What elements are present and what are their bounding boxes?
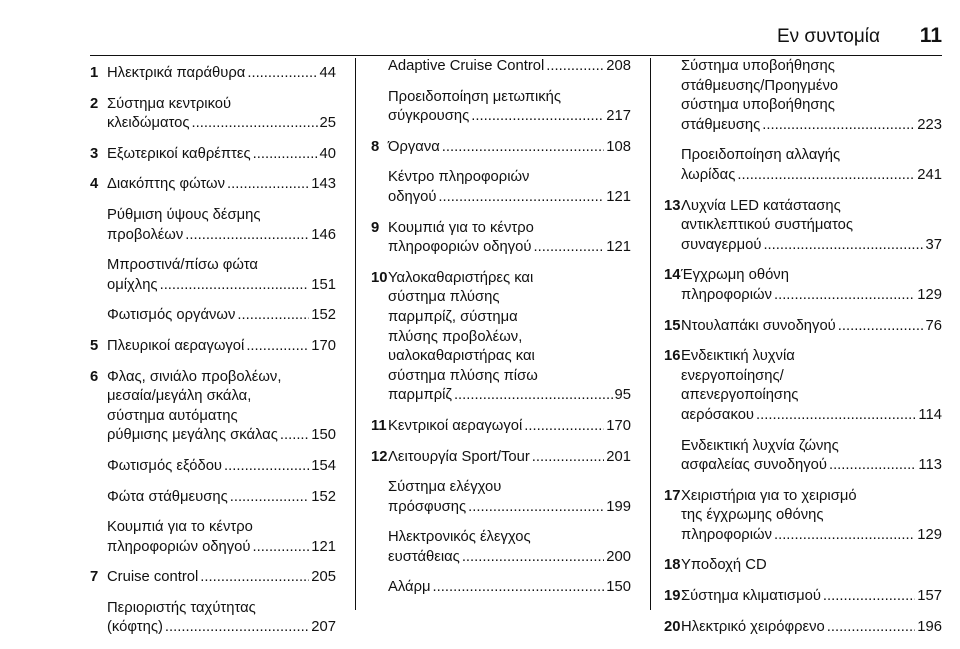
entry-text: Κουμπιά για το κέντρο	[107, 519, 253, 536]
entry-text: Περιοριστής ταχύτητας	[107, 599, 256, 616]
index-entry	[90, 599, 336, 638]
entry-page-number: 154	[311, 457, 336, 474]
dot-leader	[763, 236, 923, 256]
entry-text: Σύστημα κεντρικού	[107, 95, 232, 112]
entry-text: πληροφοριών	[681, 526, 772, 543]
index-entry	[90, 368, 336, 446]
index-entry	[664, 266, 942, 305]
entry-page-number: 170	[606, 417, 631, 434]
entry-text: Εξωτερικοί καθρέπτες	[107, 145, 251, 162]
dot-leader	[546, 57, 604, 77]
entry-text: ομίχλης	[107, 276, 158, 293]
entry-text: Διακόπτης φώτων	[107, 176, 226, 193]
entry-page-number: 76	[925, 317, 942, 334]
entry-text: Όργανα	[388, 138, 440, 155]
index-entry	[664, 347, 942, 425]
dot-leader	[185, 226, 309, 246]
index-entry	[371, 417, 631, 437]
entry-text: σύστημα υποβοήθησης	[681, 97, 835, 114]
dot-leader	[827, 618, 916, 638]
entry-text: ενεργοποίησης/	[681, 367, 784, 384]
section-title: Εν συντομία	[776, 26, 880, 47]
entry-text: σύγκρουσης	[388, 108, 470, 125]
entry-text: Έγχρωμη οθόνη	[681, 267, 789, 284]
entry-text: Ηλεκτρικό χειρόφρενο	[681, 618, 825, 635]
entry-text: Χειριστήρια για το χειρισμό	[681, 487, 857, 504]
entry-page-number: 201	[606, 448, 631, 465]
entry-text: Σύστημα υποβοήθησης	[681, 58, 835, 74]
entry-number: 16	[664, 348, 681, 365]
entry-page-number: 150	[606, 579, 631, 596]
entry-number: 7	[90, 569, 99, 586]
entry-text: πληροφοριών οδηγού	[388, 239, 532, 256]
entry-text: ευστάθειας	[388, 548, 460, 565]
index-entry	[664, 618, 942, 638]
entry-page-number: 207	[311, 619, 336, 636]
dot-leader	[438, 188, 604, 208]
entry-text: σύστημα αυτόματης	[107, 407, 238, 424]
entry-number: 3	[90, 145, 99, 162]
dot-leader	[468, 498, 604, 518]
entry-text: στάθμευσης/Προηγμένο	[681, 77, 839, 94]
dot-leader	[224, 457, 309, 477]
entry-number: 18	[664, 557, 681, 574]
entry-text: Ενδεικτική λυχνία ζώνης	[681, 437, 839, 454]
index-entry	[90, 488, 336, 508]
index-column-1	[90, 64, 336, 649]
entry-number: 9	[371, 219, 380, 236]
dot-leader	[737, 166, 915, 186]
entry-page-number: 121	[606, 239, 631, 256]
entry-number: 19	[664, 588, 681, 605]
entry-text: παρμπρίζ, σύστημα	[388, 308, 518, 325]
index-entry	[90, 337, 336, 357]
index-entry	[90, 145, 336, 165]
index-entry	[90, 175, 336, 195]
dot-leader	[838, 317, 924, 337]
dot-leader	[756, 406, 916, 426]
dot-leader	[774, 286, 915, 306]
dot-leader	[471, 107, 604, 127]
entry-text: (κόφτης)	[107, 619, 163, 636]
entry-page-number: 217	[606, 108, 631, 125]
entry-page-number: 208	[606, 58, 631, 74]
dot-leader	[524, 417, 604, 437]
entry-text: Υποδοχή CD	[681, 557, 767, 574]
index-entry	[371, 138, 631, 158]
entry-text: Ηλεκτρικά παράθυρα	[107, 65, 246, 81]
index-entry	[90, 518, 336, 557]
index-entry	[664, 197, 942, 256]
entry-text: Φωτισμός εξόδου	[107, 457, 223, 474]
index-entry	[371, 219, 631, 258]
entry-text: πλύσης προβολέων,	[388, 328, 523, 345]
index-entry	[90, 64, 336, 84]
entry-text: Ρύθμιση ύψους δέσμης	[107, 206, 261, 223]
entry-text: Φώτα στάθμευσης	[107, 488, 228, 505]
entry-number: 4	[90, 176, 99, 193]
entry-text: παρμπρίζ	[388, 387, 452, 404]
entry-page-number: 150	[311, 427, 336, 444]
entry-page-number: 152	[311, 307, 336, 324]
index-entry	[90, 457, 336, 477]
entry-text: Λυχνία LED κατάστασης	[681, 197, 841, 214]
entry-text: στάθμευσης	[681, 116, 761, 133]
entry-text: Ηλεκτρονικός έλεγχος	[388, 529, 531, 546]
entry-text: αντικλεπτικού συστήματος	[681, 217, 853, 234]
entry-text: σύστημα πλύσης πίσω	[388, 367, 538, 384]
entry-page-number: 200	[606, 548, 631, 565]
index-entry	[664, 317, 942, 337]
dot-leader	[192, 114, 318, 134]
index-entry	[664, 57, 942, 135]
dot-leader	[253, 145, 318, 165]
index-entry	[90, 568, 336, 588]
dot-leader	[534, 238, 605, 258]
entry-text: Πλευρικοί αεραγωγοί	[107, 337, 245, 354]
index-entry	[90, 306, 336, 326]
column-divider	[355, 58, 356, 610]
entry-text: Κεντρικοί αεραγωγοί	[388, 417, 523, 434]
entry-page-number: 199	[606, 498, 631, 515]
entry-page-number: 114	[918, 406, 942, 423]
entry-number: 12	[371, 448, 388, 465]
entry-number: 1	[90, 65, 99, 81]
entry-text: ρύθμισης μεγάλης σκάλας	[107, 427, 278, 444]
dot-leader	[454, 386, 613, 406]
index-entry	[664, 587, 942, 607]
entry-text: συναγερμού	[681, 236, 762, 253]
index-entry	[90, 256, 336, 295]
dot-leader	[200, 568, 309, 588]
entry-page-number: 95	[614, 387, 631, 404]
entry-page-number: 157	[917, 588, 942, 605]
dot-leader	[829, 456, 916, 476]
entry-number: 11	[371, 417, 387, 434]
entry-number: 17	[664, 487, 681, 504]
entry-number: 13	[664, 197, 681, 214]
entry-text: σύστημα πλύσης	[388, 289, 500, 306]
entry-text: Ενδεικτική λυχνία	[681, 348, 795, 365]
entry-text: υαλοκαθαριστήρας και	[388, 348, 535, 365]
index-entry	[664, 437, 942, 476]
entry-text: κλειδώματος	[107, 115, 190, 132]
entry-page-number: 151	[311, 276, 336, 293]
dot-leader	[280, 426, 309, 446]
entry-text: Σύστημα ελέγχου	[388, 479, 502, 496]
entry-text: Λειτουργία Sport/Tour	[388, 448, 530, 465]
index-column-2	[371, 58, 631, 609]
entry-text: Cruise control	[107, 569, 199, 586]
entry-text: Υαλοκαθαριστήρες και	[388, 269, 534, 286]
dot-leader	[165, 618, 309, 638]
dot-leader	[253, 538, 310, 558]
entry-text: Adaptive Cruise Control	[388, 58, 545, 74]
dot-leader	[774, 526, 915, 546]
entry-number: 10	[371, 269, 388, 286]
dot-leader	[762, 116, 915, 136]
index-entry	[371, 88, 631, 127]
page-number: 11	[919, 24, 942, 47]
entry-page-number: 170	[311, 337, 336, 354]
entry-page-number: 205	[311, 569, 336, 586]
entry-text: λωρίδας	[681, 166, 736, 183]
entry-page-number: 108	[606, 138, 631, 155]
dot-leader	[462, 548, 604, 568]
entry-text: οδηγού	[388, 188, 437, 205]
dot-leader	[246, 337, 309, 357]
index-entry	[664, 487, 942, 546]
entry-number: 6	[90, 368, 99, 385]
dot-leader	[442, 138, 605, 158]
index-entry	[664, 146, 942, 185]
entry-number: 15	[664, 317, 681, 334]
dot-leader	[823, 587, 915, 607]
dot-leader	[160, 276, 310, 296]
index-entry	[371, 57, 631, 77]
index-entry	[90, 95, 336, 134]
entry-page-number: 143	[311, 176, 336, 193]
entry-text: Σύστημα κλιματισμού	[681, 588, 821, 605]
entry-text: αερόσακου	[681, 406, 755, 423]
dot-leader	[227, 175, 309, 195]
entry-text: προβολέων	[107, 226, 184, 243]
entry-page-number: 25	[319, 115, 336, 132]
dot-leader	[247, 64, 317, 84]
header-rule	[90, 55, 942, 56]
index-entry	[90, 206, 336, 245]
index-entry	[371, 448, 631, 468]
entry-text: της έγχρωμης οθόνης	[681, 507, 824, 524]
entry-text: Κουμπιά για το κέντρο	[388, 219, 534, 236]
index-entry	[371, 578, 631, 598]
index-entry	[371, 168, 631, 207]
entry-page-number: 129	[917, 526, 942, 543]
entry-text: Φλας, σινιάλο προβολέων,	[107, 368, 282, 385]
entry-page-number: 113	[918, 457, 942, 474]
entry-text: απενεργοποίησης	[681, 387, 799, 404]
entry-page-number: 40	[319, 145, 336, 162]
entry-page-number: 129	[917, 286, 942, 303]
index-entry	[371, 269, 631, 406]
index-column-3	[664, 58, 942, 648]
column-divider	[650, 58, 651, 610]
entry-page-number: 121	[311, 538, 336, 555]
entry-page-number: 44	[319, 65, 336, 81]
entry-page-number: 146	[311, 226, 336, 243]
dot-leader	[433, 578, 605, 598]
entry-text: πρόσφυσης	[388, 498, 467, 515]
dot-leader	[230, 488, 310, 508]
entry-number: 5	[90, 337, 99, 354]
index-entry	[371, 478, 631, 517]
entry-text: μεσαία/μεγάλη σκάλα,	[107, 388, 252, 405]
entry-text: πληροφοριών	[681, 286, 772, 303]
entry-number: 8	[371, 138, 380, 155]
entry-text: Προειδοποίηση αλλαγής	[681, 147, 841, 164]
entry-page-number: 241	[917, 166, 942, 183]
entry-page-number: 223	[917, 116, 942, 133]
entry-page-number: 121	[606, 188, 631, 205]
index-entry	[371, 528, 631, 567]
entry-number: 2	[90, 95, 99, 112]
entry-text: ασφαλείας συνοδηγού	[681, 457, 827, 474]
entry-page-number: 196	[917, 618, 942, 635]
entry-text: Ντουλαπάκι συνοδηγού	[681, 317, 836, 334]
entry-text: Αλάρμ	[388, 579, 431, 596]
entry-text: Κέντρο πληροφοριών	[388, 169, 530, 186]
index-entry	[664, 556, 942, 576]
entry-page-number: 152	[311, 488, 336, 505]
entry-text: Προειδοποίηση μετωπικής	[388, 88, 562, 105]
entry-page-number: 37	[925, 236, 942, 253]
entry-text: πληροφοριών οδηγού	[107, 538, 251, 555]
dot-leader	[532, 448, 605, 468]
dot-leader	[237, 306, 309, 326]
entry-number: 14	[664, 267, 681, 284]
entry-number: 20	[664, 618, 681, 635]
entry-text: Μπροστινά/πίσω φώτα	[107, 257, 258, 274]
entry-text: Φωτισμός οργάνων	[107, 307, 236, 324]
